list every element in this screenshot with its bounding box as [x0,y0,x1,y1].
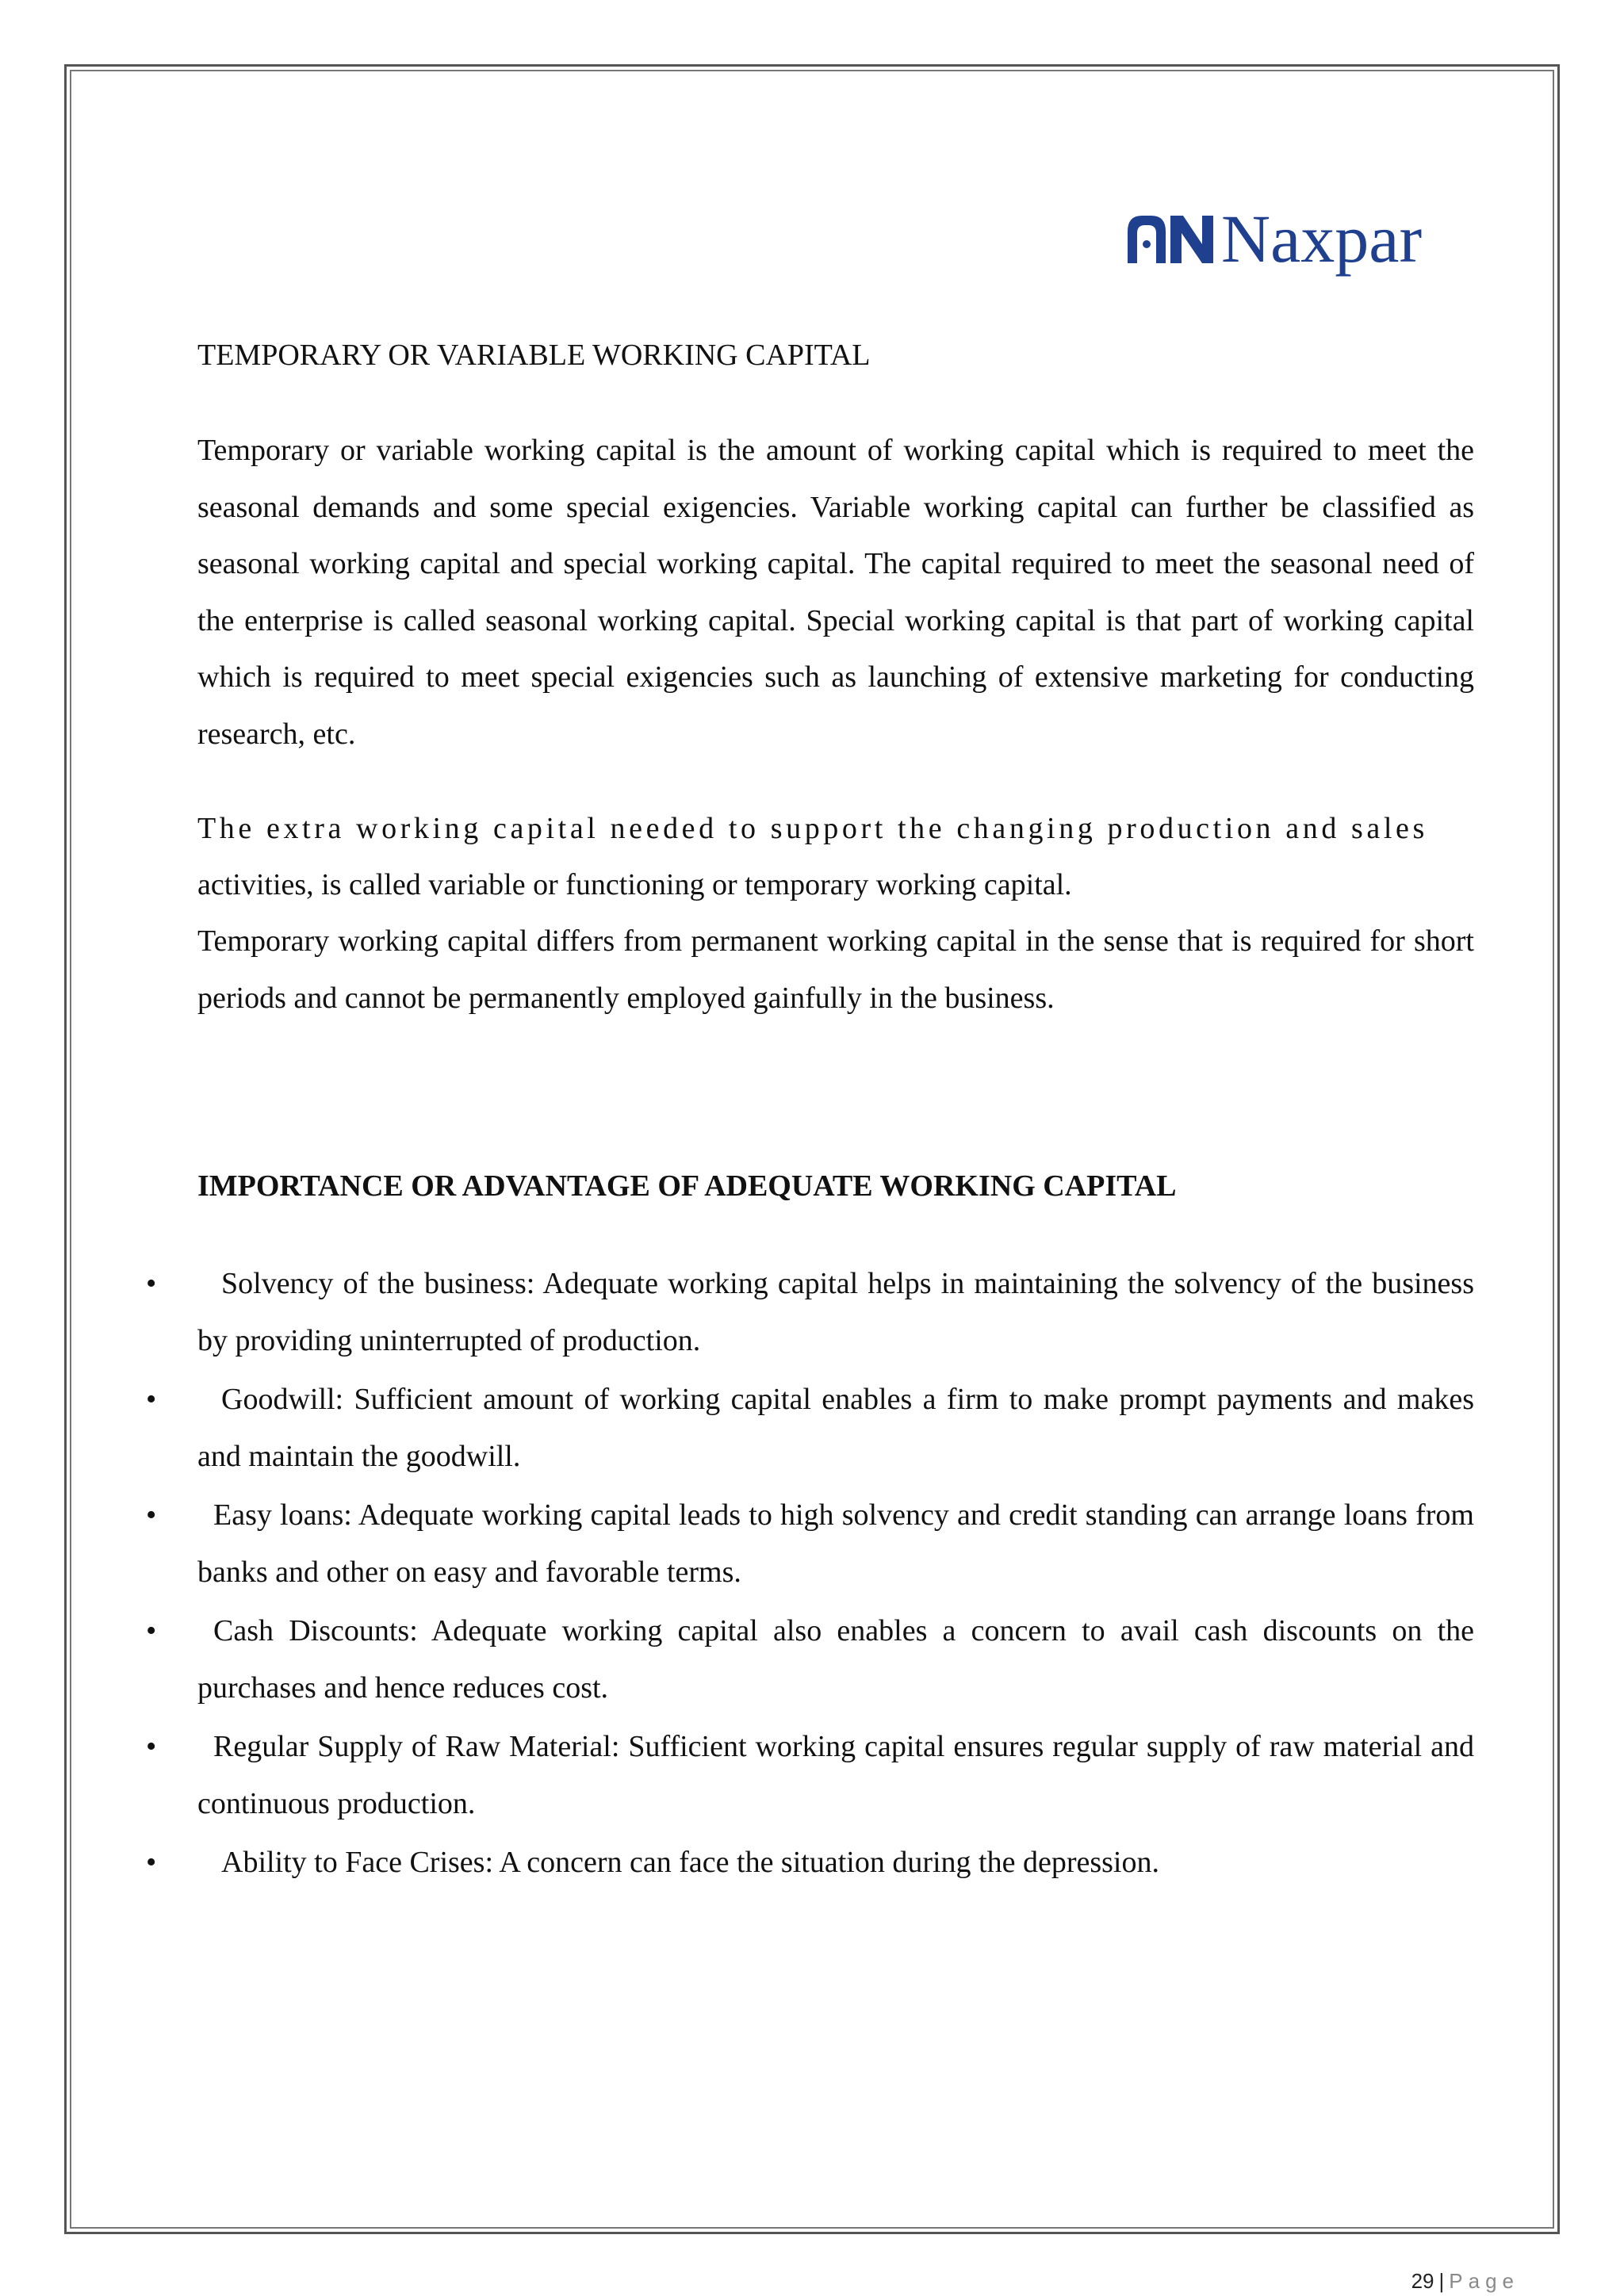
bullet-icon: • [146,1614,157,1647]
list-item [146,1487,1474,1601]
importance-list [146,1256,1474,1894]
paragraph-temporary-vs-permanent: Temporary working capital differs from permanent working capital in the sense that is required for short periods and cannot be permanently employed gainfully in the business. [197,924,1474,1015]
list-item [146,1835,1474,1892]
paragraph-extra-working-capital-line2: activities, is called variable or functioning or temporary working capital. [197,868,1072,901]
naxpar-logo-mark-icon [1124,208,1218,271]
section-heading-importance: IMPORTANCE OR ADVANTAGE OF ADEQUATE WORKING CAPITAL [197,1169,1177,1203]
list-item-text: Easy loans: Adequate working capital leads to high solvency and credit standing can arrange loans from banks and other on easy and favorable terms. [197,1498,1474,1589]
section-heading-temporary-working-capital: TEMPORARY OR VARIABLE WORKING CAPITAL [197,339,871,372]
list-item-text: Ability to Face Crises: A concern can face the situation during the depression. [221,1846,1159,1879]
bullet-icon: • [146,1498,157,1532]
bullet-icon: • [146,1267,157,1300]
list-item-text: Regular Supply of Raw Material: Sufficient working capital ensures regular supply of raw material and continuous production. [197,1730,1474,1820]
page-border-inner [70,70,1554,2229]
logo-wordmark: Naxpar [1221,201,1423,277]
footer-separator: | [1438,2269,1445,2293]
list-item [146,1719,1474,1832]
bullet-icon: • [146,1383,157,1416]
paragraph-temporary-definition: Temporary or variable working capital is the amount of working capital which is required to meet the seasonal demands and some special exigencies. Variable working capital can further be classified as seasonal working capital and special working capital. The capital required to meet the seasonal need of the enterprise is called seasonal working capital. Special working capital is that part of working capital which is required to meet special exigencies such as launching of extensive marketing for conducting research, etc. [197,434,1474,751]
list-item [146,1256,1474,1369]
bullet-icon: • [146,1730,157,1763]
naxpar-logo [1124,195,1434,282]
list-item [146,1603,1474,1716]
page-number: 29 [1411,2269,1434,2293]
list-item-text: Solvency of the business: Adequate working capital helps in maintaining the solvency of the business by providing uninterrupted of production. [197,1267,1474,1357]
list-item-text: Goodwill: Sufficient amount of working capital enables a firm to make prompt payments and makes and maintain the goodwill. [197,1383,1474,1473]
paragraph-extra-working-capital-line1: The extra working capital needed to support the changing production and sales [197,812,1428,845]
bullet-icon: • [146,1846,157,1879]
list-item [146,1372,1474,1485]
page-label: Page [1449,2269,1519,2293]
page-footer [1411,2269,1519,2293]
list-item-text: Cash Discounts: Adequate working capital also enables a concern to avail cash discounts on the purchases and hence reduces cost. [197,1614,1474,1705]
